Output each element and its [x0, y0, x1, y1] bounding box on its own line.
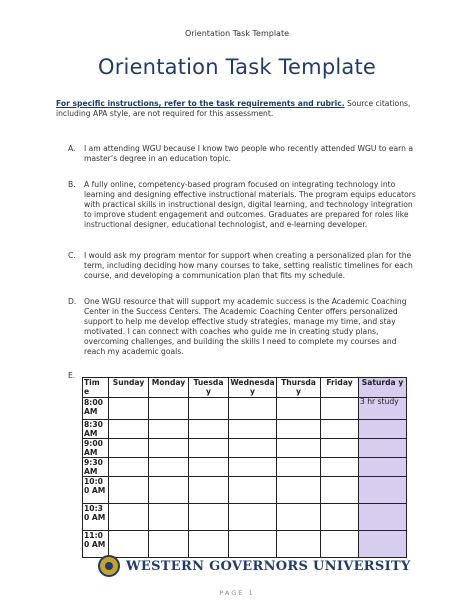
- saturday-cell: [359, 504, 407, 531]
- schedule-cell: [229, 420, 277, 439]
- schedule-cell: [149, 504, 189, 531]
- schedule-cell: [321, 420, 359, 439]
- saturday-cell: [359, 439, 407, 458]
- time-cell: 8:30 AM: [83, 420, 109, 439]
- saturday-cell: 3 hr study: [359, 398, 407, 420]
- table-row: [83, 420, 407, 439]
- saturday-cell: [359, 531, 407, 558]
- schedule-cell: [321, 439, 359, 458]
- schedule-cell: [321, 458, 359, 477]
- schedule-cell: [277, 439, 321, 458]
- schedule-cell: [277, 504, 321, 531]
- schedule-cell: [321, 504, 359, 531]
- table-row: [83, 531, 407, 558]
- header-sunday: Sunday: [109, 378, 149, 398]
- saturday-cell: [359, 458, 407, 477]
- table-header-row: [83, 378, 407, 398]
- list-marker: A.: [68, 144, 76, 153]
- table-row: [83, 504, 407, 531]
- list-item-text: One WGU resource that will support my academic success is the Academic Coaching Center in the Success Centers. The Academic Coaching Center offers personalized support to help me develop effective study strategies, manage my time, and stay motivated. I can connect with coaches who guide me in creating study plans, overcoming challenges, and building the skills I need to complete my courses and reach my academic goals.: [84, 297, 407, 357]
- list-marker: D.: [68, 297, 77, 306]
- schedule-cell: [109, 531, 149, 558]
- schedule-cell: [189, 477, 229, 504]
- schedule-cell: [189, 458, 229, 477]
- running-header: Orientation Task Template: [184, 29, 290, 38]
- instructions-emphasis: For specific instructions, refer to the task requirements and rubric.: [56, 99, 345, 108]
- schedule-cell: [189, 398, 229, 420]
- header-wednesday: Wednesda y: [230, 378, 275, 396]
- header-friday: Friday: [321, 378, 359, 398]
- schedule-cell: [277, 458, 321, 477]
- schedule-cell: [189, 504, 229, 531]
- schedule-cell: [277, 477, 321, 504]
- saturday-cell: [359, 420, 407, 439]
- schedule-cell: [277, 420, 321, 439]
- page-title: Orientation Task Template: [97, 55, 377, 79]
- header-tuesday: Tuesda y: [189, 378, 229, 398]
- list-marker: C.: [68, 251, 76, 260]
- time-cell: 11:0 0 AM: [83, 531, 109, 558]
- schedule-cell: [149, 458, 189, 477]
- list-item-text: I would ask my program mentor for support when creating a personalized plan for the term, including deciding how many courses to take, setting realistic timelines for each course, and developing a communication plan that fits my schedule.: [84, 251, 413, 281]
- university-seal-icon: [98, 555, 120, 577]
- schedule-cell: [109, 458, 149, 477]
- schedule-cell: [321, 398, 359, 420]
- list-item-text: I am attending WGU because I know two people who recently attended WGU to earn a master’s degree in an education topic.: [84, 144, 414, 164]
- schedule-cell: [189, 420, 229, 439]
- table-row: [83, 439, 407, 458]
- schedule-cell: [321, 531, 359, 558]
- schedule-cell: [149, 531, 189, 558]
- table-row: [83, 458, 407, 477]
- list-item-text: A fully online, competency-based program focused on integrating technology into learning and designing effective instructional materials. The program equips educators with practical skills in instructional design, digital learning, and technology integration to improve student engagement and outcomes. Graduates are prepared for roles like instructional designer, educational technologist, and e-learning developer.: [84, 180, 416, 230]
- wgu-logo: [98, 555, 411, 581]
- schedule-cell: [149, 439, 189, 458]
- schedule-cell: [149, 398, 189, 420]
- schedule-cell: [277, 398, 321, 420]
- schedule-cell: [229, 504, 277, 531]
- weekly-schedule-table: [82, 377, 407, 558]
- schedule-cell: [229, 531, 277, 558]
- time-cell: 10:3 0 AM: [83, 504, 109, 531]
- schedule-cell: [229, 398, 277, 420]
- schedule-cell: [109, 439, 149, 458]
- schedule-cell: [149, 420, 189, 439]
- time-cell: 9:30 AM: [83, 458, 109, 477]
- time-cell: 10:0 0 AM: [83, 477, 109, 504]
- header-thursday: Thursda y: [277, 378, 321, 398]
- table-row: [83, 477, 407, 504]
- header-time: Tim e: [83, 378, 109, 398]
- header-monday: Monday: [149, 378, 189, 398]
- table-row: [83, 398, 407, 420]
- list-marker-e: E.: [68, 371, 76, 380]
- time-cell: 9:00 AM: [83, 439, 109, 458]
- page-number: PAGE 1: [219, 589, 255, 597]
- schedule-cell: [277, 531, 321, 558]
- schedule-cell: [109, 504, 149, 531]
- schedule-cell: [109, 420, 149, 439]
- schedule-cell: [109, 398, 149, 420]
- instructions-rest: Source citations, including APA style, are not required for this assessment.: [56, 99, 411, 118]
- header-saturday: Saturda y: [359, 378, 407, 398]
- instructions: [56, 99, 426, 119]
- schedule-cell: [149, 477, 189, 504]
- schedule-cell: [189, 439, 229, 458]
- time-cell: 8:00 AM: [83, 398, 109, 420]
- schedule-cell: [321, 477, 359, 504]
- schedule-cell: [109, 477, 149, 504]
- schedule-cell: [229, 458, 277, 477]
- list-marker: B.: [68, 180, 76, 189]
- logo-wordmark: WESTERN GOVERNORS UNIVERSITY: [126, 559, 411, 574]
- schedule-cell: [229, 439, 277, 458]
- schedule-cell: [189, 531, 229, 558]
- schedule-cell: [229, 477, 277, 504]
- saturday-cell: [359, 477, 407, 504]
